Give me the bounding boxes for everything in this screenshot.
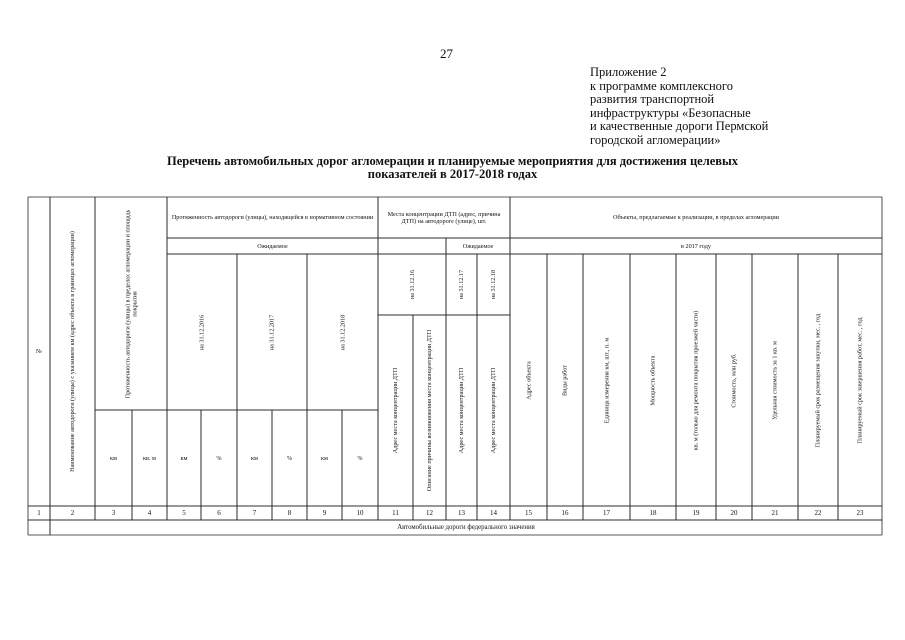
column-number-text: 7 (252, 508, 257, 517)
column-group-dtp-places-text: Места концентрации ДТП (адрес, причина ДТП) на автодороге (улице), шт. (387, 210, 501, 225)
column-header-dtp-address-2017-text: Адрес места концентрации ДТП (458, 367, 465, 454)
column-number (477, 506, 510, 520)
header-expected-dtp-text: Ожидаемое (462, 242, 494, 250)
column-number-text: 16 (561, 508, 569, 517)
column-header-number (28, 197, 50, 506)
page-number: 27 (440, 46, 453, 61)
unit-cell (167, 410, 201, 506)
column-number (201, 506, 237, 520)
column-header-capacity-text: Мощность объекта (649, 354, 657, 406)
column-group-planned-objects (510, 197, 882, 238)
unit-cell-text: кв. м (143, 454, 156, 462)
column-header-number-text: № (36, 348, 42, 355)
column-header-completion-term (838, 254, 882, 506)
column-header-length-area (95, 197, 167, 410)
header-dtp-2016 (378, 254, 446, 315)
column-number (446, 506, 477, 520)
column-number (272, 506, 307, 520)
column-number (583, 506, 630, 520)
unit-cell (201, 410, 237, 506)
unit-cell (95, 410, 132, 506)
column-header-unit-text: Единица измерения км, шт., п. м (603, 337, 610, 423)
header-expected-dtp (446, 238, 510, 254)
appendix-line: городской агломерации» (590, 132, 721, 147)
column-number (676, 506, 716, 520)
column-group-normative-length-text: Протяженность автодороги (улицы), находящейся в нормативном состоянии (171, 214, 374, 221)
column-number (342, 506, 378, 520)
unit-cell (342, 410, 378, 506)
column-header-dtp-address-2018-text: Адрес места концентрации ДТП (490, 367, 497, 454)
column-header-object-address (510, 254, 547, 506)
column-number-text: 10 (356, 508, 364, 517)
column-number-text: 18 (649, 508, 657, 517)
column-number-text: 19 (692, 508, 700, 517)
column-number (630, 506, 676, 520)
column-number-text: 20 (730, 508, 738, 517)
column-header-sq-m-text: кв. м (только для ремонта покрытия проезжей части) (692, 310, 700, 450)
header-date-2016-text: на 31.12.2016 (198, 314, 206, 350)
column-header-dtp-address-text: Адрес места концентрации ДТП (392, 367, 399, 454)
appendix-line: к программе комплексного (590, 78, 733, 93)
column-header-dtp-cause (413, 315, 446, 506)
document-title (90, 155, 815, 181)
column-header-dtp-address-2018 (477, 315, 510, 506)
header-date-2018 (307, 254, 378, 410)
column-group-planned-objects-text: Объекты, предлагаемые к реализации, в пределах агломерации (613, 214, 779, 221)
column-header-dtp-address-2017 (446, 315, 477, 506)
column-number (378, 506, 413, 520)
column-number-text: 14 (490, 508, 497, 517)
unit-cell-text: км (110, 454, 117, 462)
column-header-road-name-text: Наименование автодороги (улицы) с указанием км (адрес объекта в границах агломерации) (69, 231, 76, 472)
column-group-dtp-places (378, 197, 510, 238)
appendix-line: инфраструктуры «Безопасные (590, 105, 751, 120)
column-number (95, 506, 132, 520)
column-number-text: 3 (111, 508, 116, 517)
unit-cell (132, 410, 167, 506)
header-date-2017-text: на 31.12.2017 (268, 314, 276, 350)
header-dtp-2017-text: на 31.12.17 (458, 269, 465, 300)
column-number-text: 2 (70, 508, 75, 517)
column-number (237, 506, 272, 520)
column-header-unit (583, 254, 630, 506)
unit-cell (237, 410, 272, 506)
column-number-text: 11 (392, 508, 399, 517)
column-header-cost-text: Стоимость, млн руб. (730, 352, 738, 408)
column-header-unit-cost (752, 254, 798, 506)
column-header-length-area-text: Протяженность автодороги (улицы) в пределах агломерации и площадь покрытия (124, 209, 138, 398)
title-line-1: Перечень автомобильных дорог агломерации и планируемые мероприятия для достижения целевых (166, 154, 739, 168)
column-number (510, 506, 547, 520)
column-number (752, 506, 798, 520)
column-number (132, 506, 167, 520)
unit-cell-text: км (321, 454, 328, 462)
header-dtp-2017 (446, 254, 477, 315)
column-group-normative-length (167, 197, 378, 238)
header-date-2017 (237, 254, 307, 410)
column-number (167, 506, 201, 520)
header-dtp-2016-text: на 31.12.16 (408, 269, 416, 300)
column-header-dtp-address (378, 315, 413, 506)
column-header-sq-m (676, 254, 716, 506)
column-number-text: 5 (182, 508, 186, 517)
column-header-dtp-cause-text: Описание причины возникновения места концентрации ДТП (426, 329, 433, 492)
column-number-text: 6 (217, 508, 221, 517)
column-number-text: 17 (603, 508, 610, 517)
column-number-text: 1 (37, 508, 41, 517)
header-blank (378, 238, 446, 254)
column-header-procurement-term-text: Планируемый срок размещения закупки, мес. , год (814, 313, 822, 447)
column-number (716, 506, 752, 520)
header-expected-normative-text: Ожидаемое (257, 242, 288, 250)
column-number (307, 506, 342, 520)
column-number-text: 9 (322, 508, 327, 517)
column-number (798, 506, 838, 520)
column-number (838, 506, 882, 520)
section-title-federal (50, 520, 882, 535)
column-header-cost (716, 254, 752, 506)
unit-cell (272, 410, 307, 506)
column-header-completion-term-text: Планируемый срок завершения работ, мес. , год (856, 316, 864, 444)
header-dtp-2018 (477, 254, 510, 315)
column-number (413, 506, 446, 520)
section-cell (28, 520, 50, 535)
header-year-2017-text: в 2017 году (681, 242, 711, 250)
appendix-line: развития транспортной (590, 92, 715, 107)
column-header-capacity (630, 254, 676, 506)
column-number-text: 4 (147, 508, 152, 517)
column-number-text: 23 (856, 508, 864, 517)
column-number (28, 506, 50, 520)
column-header-object-address-text: Адрес объекта (525, 360, 532, 400)
column-number-text: 12 (426, 508, 433, 517)
column-header-road-name (50, 197, 95, 506)
unit-cell-text: км (180, 454, 188, 462)
column-number-text: 22 (814, 508, 822, 517)
appendix-line: и качественные дороги Пермской (590, 119, 769, 134)
column-number (547, 506, 583, 520)
unit-cell-text: % (216, 454, 222, 462)
column-number-text: 8 (287, 508, 292, 517)
column-number-text: 21 (771, 508, 779, 517)
unit-cell-text: % (286, 454, 293, 462)
header-dtp-2018-text: на 31.12.18 (490, 269, 497, 300)
header-date-2018-text: на 31.12.2018 (339, 314, 346, 350)
header-expected-normative (167, 238, 378, 254)
unit-cell-text: % (357, 454, 363, 462)
unit-cell-text: км (251, 454, 258, 462)
section-title-federal-text: Автомобильные дороги федерального значения (397, 524, 535, 531)
header-year-2017 (510, 238, 882, 254)
appendix-line: Приложение 2 (590, 65, 667, 79)
column-number (50, 506, 95, 520)
column-header-unit-cost-text: Удельная стоимость за 1 кв. м (771, 340, 779, 420)
column-header-work-type-text: Виды работ (561, 364, 569, 396)
header-date-2016 (167, 254, 237, 410)
appendix-note (590, 66, 830, 148)
title-line-2: показателей в 2017-2018 годах (367, 167, 538, 181)
column-number-text: 13 (458, 508, 465, 517)
column-number-text: 15 (525, 508, 532, 517)
column-header-procurement-term (798, 254, 838, 506)
column-header-work-type (547, 254, 583, 506)
unit-cell (307, 410, 342, 506)
